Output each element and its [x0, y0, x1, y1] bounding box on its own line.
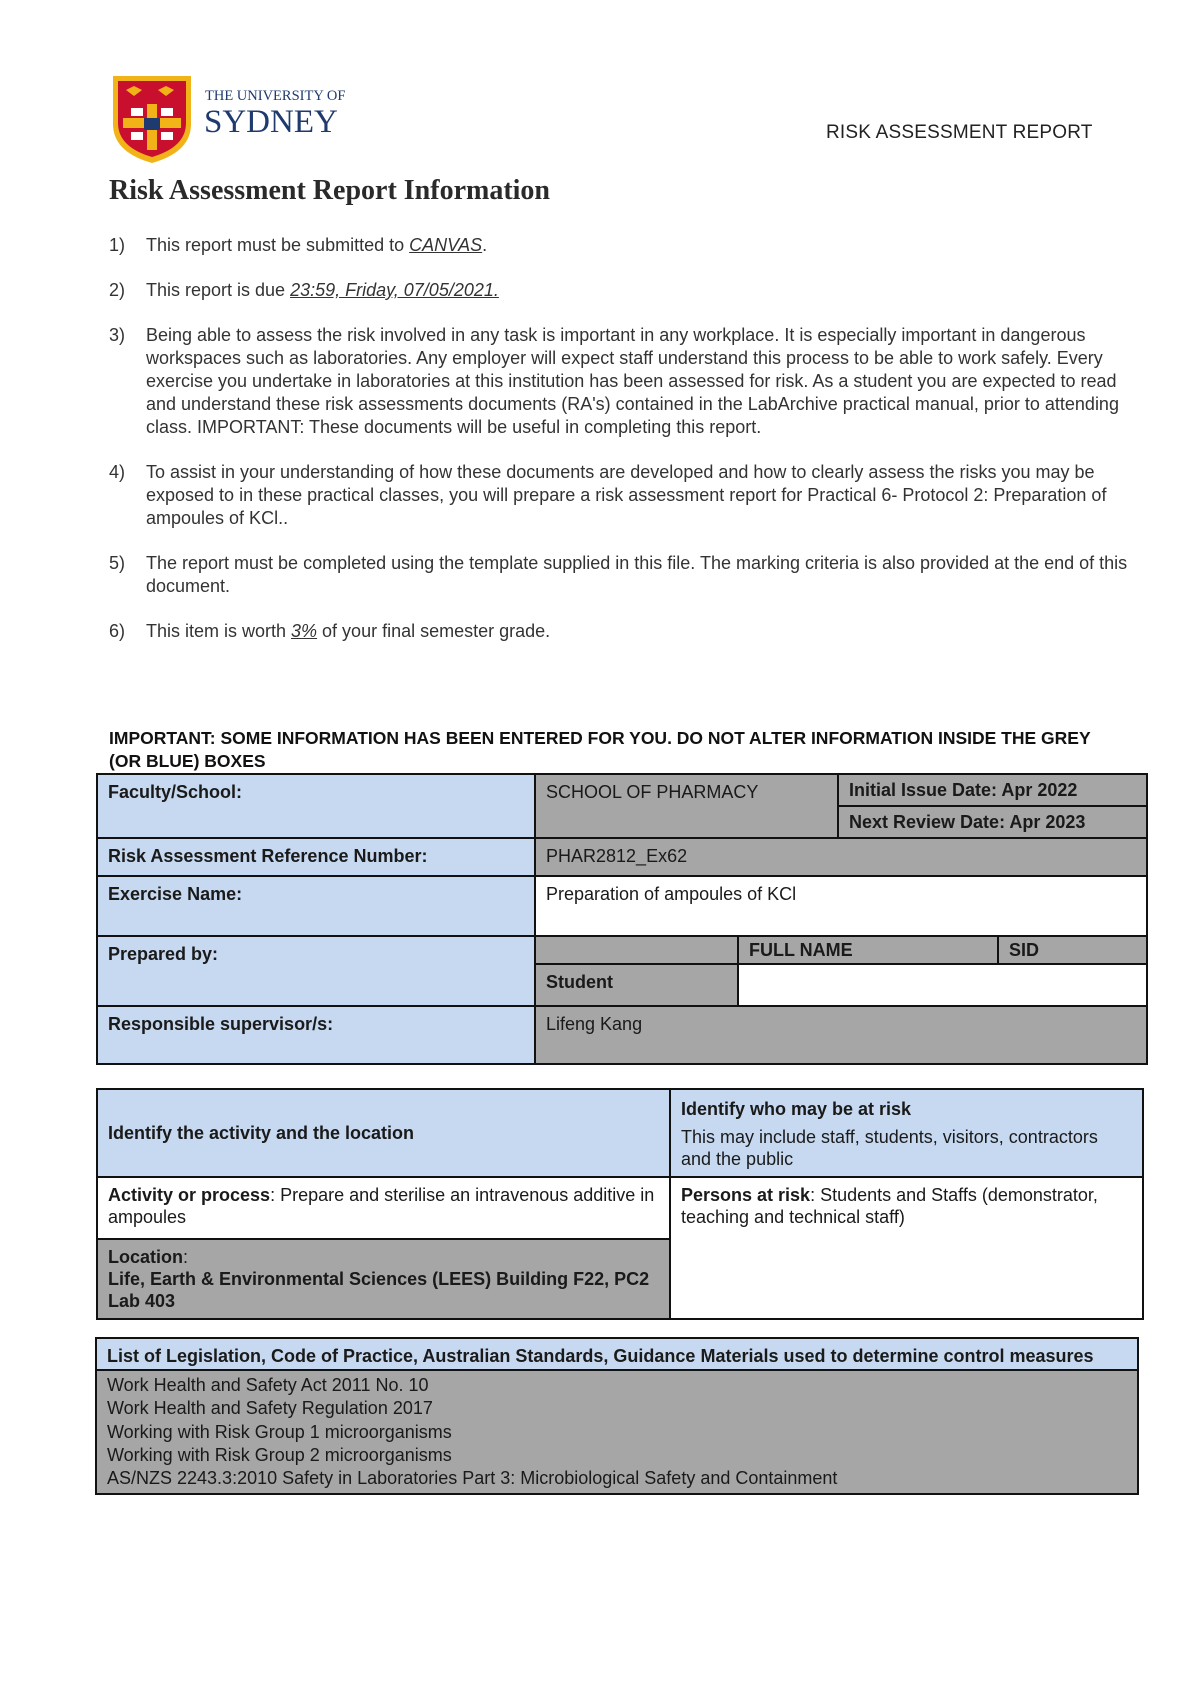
activity-label: Activity or process [108, 1185, 271, 1205]
risk-heading: Identify who may be at risk [681, 1099, 912, 1119]
faculty-value: SCHOOL OF PHARMACY [535, 774, 838, 838]
risk-subheading: This may include staff, students, visitors, contractors and the public [681, 1127, 1098, 1169]
legislation-heading: List of Legislation, Code of Practice, Australian Standards, Guidance Materials used to determine control measures [96, 1338, 1138, 1370]
canvas-link[interactable]: CANVAS [409, 235, 483, 255]
university-crest-icon [111, 74, 363, 164]
due-date: 23:59, Friday, 07/05/2021. [290, 280, 499, 300]
report-type-label: RISK ASSESSMENT REPORT [826, 122, 1093, 143]
list-item: Work Health and Safety Regulation 2017 [107, 1398, 433, 1419]
list-item: AS/NZS 2243.3:2010 Safety in Laboratories Part 3: Microbiological Safety and Containment [107, 1468, 838, 1489]
list-item [109, 324, 1129, 439]
prepared-by-label: Prepared by: [97, 936, 535, 1006]
sid-header: SID [998, 936, 1147, 964]
persons-label: Persons at risk [681, 1185, 811, 1205]
list-text: This item is worth [146, 621, 292, 641]
list-text: . [482, 235, 488, 255]
list-text: Being able to assess the risk involved in any task is important in any workplace. It is especially important in dangerous workspaces such as laboratories. Any employer will expect staff understand this process to be able to work safely. Every exercise you undertake in laboratories at this institution has been assessed for risk. As a student you are expected to read and understand these risk assessments documents (RA's) contained in the LabArchive practical manual, prior to attending class. IMPORTANT: These documents will be useful in completing this report. [146, 325, 1119, 437]
logo-line-2: SYDNEY [204, 104, 338, 140]
list-text: of your final semester grade. [317, 621, 551, 641]
list-text: This report must be submitted to [146, 235, 410, 255]
faculty-label: Faculty/School: [97, 774, 535, 838]
list-number: 3) [109, 325, 126, 345]
university-logo [111, 74, 363, 164]
supervisor-label: Responsible supervisor/s: [97, 1006, 535, 1064]
exercise-value: Preparation of ampoules of KCl [535, 876, 1147, 936]
list-item [109, 461, 1129, 530]
next-review-date: Next Review Date: Apr 2023 [838, 806, 1147, 838]
empty-header-cell [535, 936, 738, 964]
list-item: Work Health and Safety Act 2011 No. 10 [107, 1375, 429, 1395]
activity-cell [97, 1177, 670, 1239]
location-cell [97, 1239, 670, 1319]
list-number: 4) [109, 462, 126, 482]
persons-cell [670, 1177, 1143, 1319]
list-text: To assist in your understanding of how these documents are developed and how to clearly assess the risks you may be exposed to in these practical classes, you will prepare a risk assessment report for Practical 6- Protocol 2: Preparation of ampoules of KCl.. [146, 462, 1107, 528]
list-number: 5) [109, 553, 126, 573]
reference-label: Risk Assessment Reference Number: [97, 838, 535, 876]
list-text: This report is due [146, 280, 291, 300]
list-item: Working with Risk Group 1 microorganisms [107, 1421, 452, 1442]
student-label: Student [535, 964, 738, 1006]
location-colon: : [183, 1247, 189, 1267]
initial-issue-date: Initial Issue Date: Apr 2022 [838, 774, 1147, 806]
activity-value: : Prepare and sterilise an intravenous additive in ampoules [108, 1185, 655, 1227]
list-text: The report must be completed using the template supplied in this file. The marking criteria is also provided at the end of this document. [146, 553, 1128, 596]
list-item [109, 552, 1129, 598]
risk-heading-cell [670, 1089, 1143, 1177]
list-number: 1) [109, 235, 126, 255]
reference-value: PHAR2812_Ex62 [535, 838, 1147, 876]
exercise-label: Exercise Name: [97, 876, 535, 936]
full-name-header: FULL NAME [738, 936, 998, 964]
list-number: 6) [109, 621, 126, 641]
instructions-list [109, 234, 1129, 665]
important-note: IMPORTANT: SOME INFORMATION HAS BEEN ENTERED FOR YOU. DO NOT ALTER INFORMATION INSIDE THE GREY (OR BLUE) BOXES [109, 728, 1091, 771]
activity-heading: Identify the activity and the location [97, 1089, 670, 1177]
supervisor-value: Lifeng Kang [535, 1006, 1147, 1064]
page-title: Risk Assessment Report Information [109, 175, 550, 206]
location-value: Life, Earth & Environmental Sciences (LEES) Building F22, PC2 Lab 403 [108, 1269, 650, 1311]
location-label: Location [108, 1247, 183, 1267]
list-item [109, 279, 1129, 302]
activity-table [96, 1088, 1144, 1320]
list-number: 2) [109, 280, 126, 300]
persons-value: : Students and Staffs (demonstrator, teaching and technical staff) [681, 1185, 1098, 1227]
list-item: Working with Risk Group 2 microorganisms [107, 1444, 452, 1465]
list-item [109, 234, 1129, 257]
student-name-sid-field[interactable] [738, 964, 1147, 1006]
grade-weight: 3% [291, 621, 318, 641]
list-item [109, 620, 1129, 643]
legislation-table [95, 1337, 1139, 1495]
legislation-list [96, 1370, 1138, 1494]
logo-line-1: THE UNIVERSITY OF [205, 88, 346, 104]
details-table [96, 773, 1148, 1065]
